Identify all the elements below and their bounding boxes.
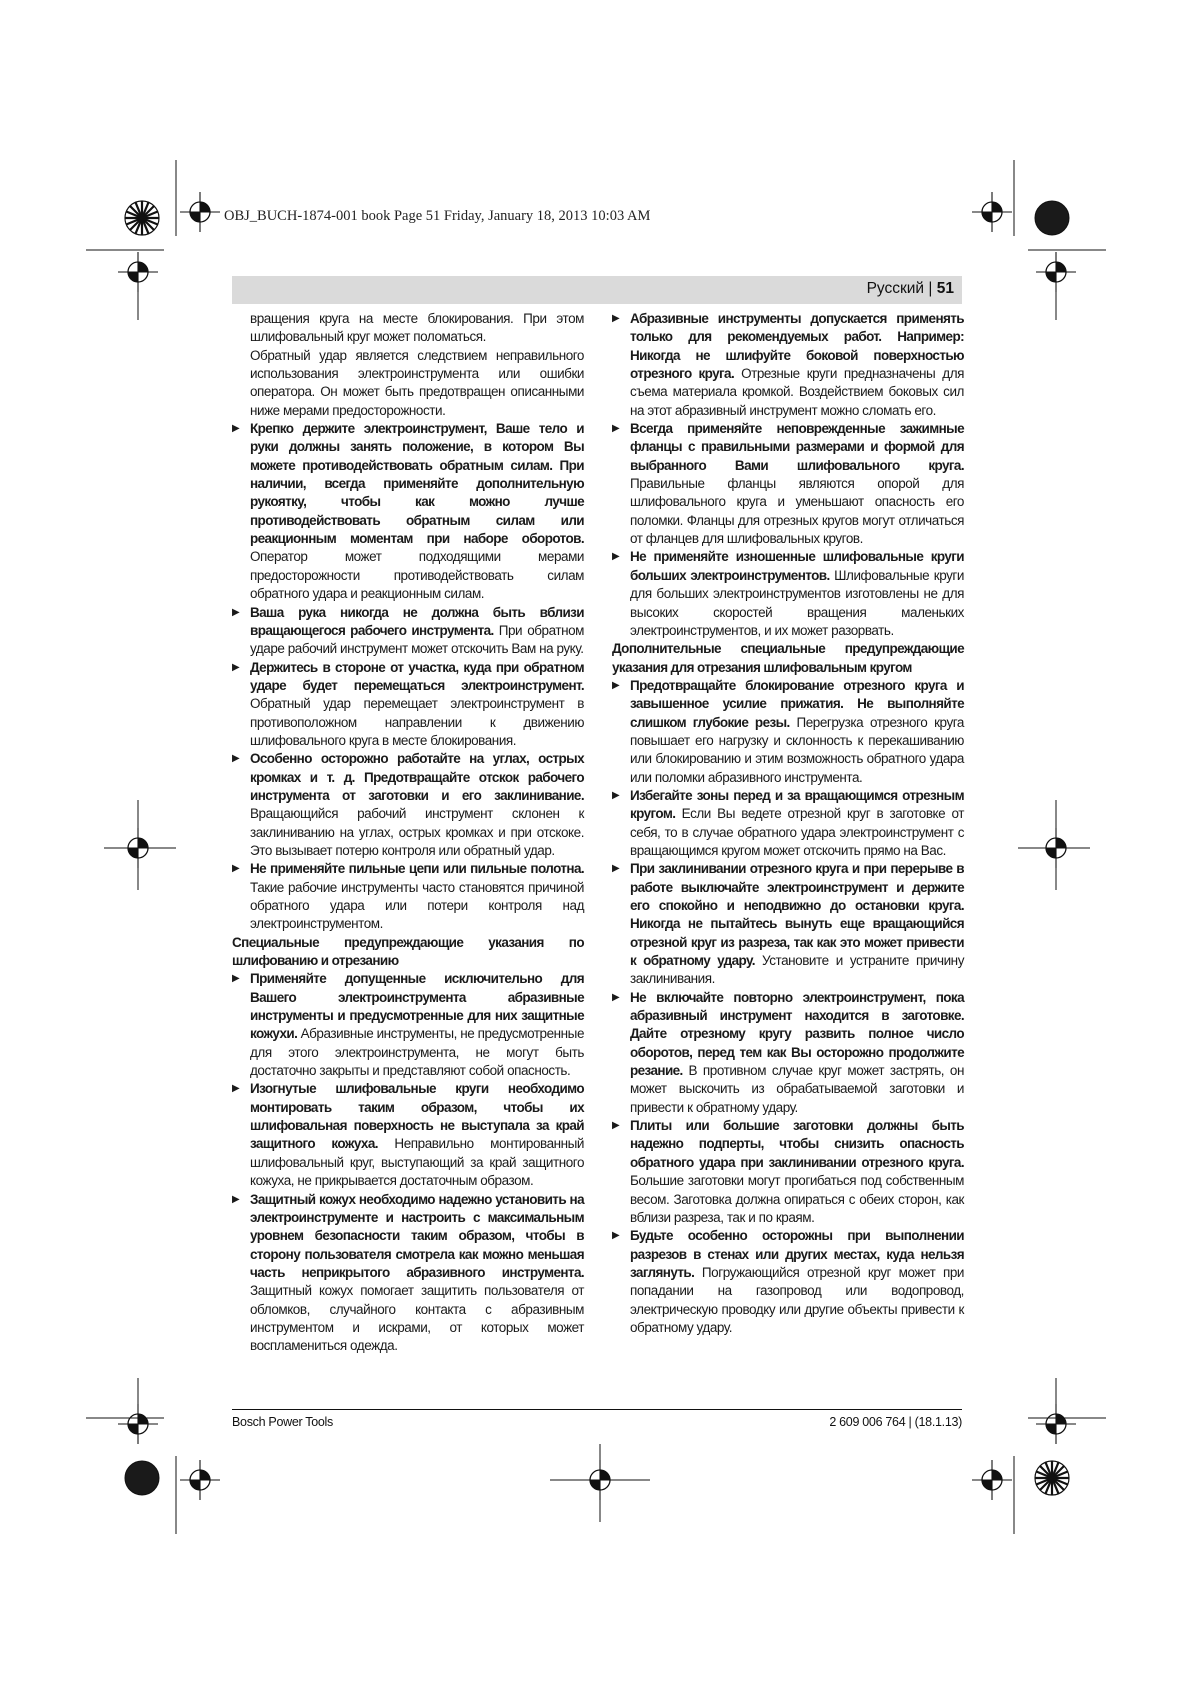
warning-item [232,860,584,933]
warning-bold: Не применяйте изношенные шлифовальные круги больших электроинструментов. [630,549,964,583]
warning-bold: Не применяйте пильные цепи или пильные полотна. [250,861,584,877]
warning-item [612,860,964,988]
warning-item [612,1227,964,1337]
warning-item [232,420,584,603]
warning-item [612,787,964,860]
warning-text: Отрезные круги предназначены для съема материала кромкой. Воздействием боковых сил на этот абразивный инструмент можно сломать его. [630,366,964,418]
warning-text: Погружающийся отрезной круг может при попадании на газопровод или водопровод, электрическую проводку или другие объекты привести к обратному удару. [630,1264,964,1335]
warning-bold: Будьте особенно осторожны при выполнении разрезов в стенах или других местах, куда нельзя заглянуть. [630,1228,964,1280]
warning-item [232,750,584,860]
warning-bold: Не включайте повторно электроинструмент, пока абразивный инструмент находится в заготовке. Дайте отрезному кругу развить полное число оборотов, перед тем как Вы осторожно продолжите резание. [630,989,964,1079]
print-slug: OBJ_BUCH-1874-001 book Page 51 Friday, January 18, 2013 10:03 AM [224,208,651,224]
warning-item [612,677,964,787]
warning-bold: Предотвращайте блокирование отрезного круга и завышенное усилие прижатия. Не выполняйте слишком глубокие резы. [630,677,964,730]
warning-item [232,1191,584,1356]
header-language: Русский [866,280,925,297]
warning-item [232,1080,584,1190]
warning-text: Правильные фланцы являются опорой для шлифовального круга и уменьшают опасность его поломки. Фланцы для отрезных кругов могут отличаться от фланцев для шлифовальных кругов. [630,476,964,547]
header-separator: | [928,280,933,297]
left-column [232,310,584,1356]
warning-text: Установите и устраните причину заклинивания. [630,953,964,987]
warning-bold: Защитный кожух необходимо надежно установить на электроинструменте и настроить с максимальным уровнем безопасности таким образом, чтобы в сторону пользователя смотрела как можно меньшая часть неприкрытого абразивного инструмента. [250,1191,584,1280]
warning-text: Абразивные инструменты, не предусмотренные для этого электроинструмента, не могут быть достаточно закрыты и представляют собой опасность. [250,1026,584,1079]
warning-item [612,310,964,420]
warning-bold: Абразивные инструменты допускается применять только для рекомендуемых работ. Например: Никогда не шлифуйте боковой поверхностью отрезного круга. [630,311,964,382]
warning-bold: Избегайте зоны перед и за вращающимся отрезным кругом. [630,787,964,822]
intro-paragraph: вращения круга на месте блокирования. При этом шлифовальный круг может поломаться. [250,311,584,345]
page-header-label [867,280,954,298]
warning-text: Такие рабочие инструменты часто становятся причиной обратного удара или потери контроля над электроинструментом. [250,879,584,932]
warning-text: Если Вы ведете отрезной круг в заготовке от себя, то в случае обратного удара электроинструмент с вращающимся кругом может отскочить прямо на Вас. [630,806,964,858]
warning-item [612,989,964,1117]
warning-item [232,970,584,1080]
warning-item [232,604,584,659]
warning-bold: Ваша рука никогда не должна быть вблизи вращающегося рабочего инструмента. [250,604,584,638]
warning-text: Оператор может подходящими мерами предосторожности противодействовать силам обратного удара и реакционным силам. [250,549,584,602]
section-heading: Дополнительные специальные предупреждающие указания для отрезания шлифовальным кругом [612,641,964,675]
warning-text: Большие заготовки могут прогибаться под собственным весом. Заготовка должна опираться с обеих сторон, как вблизи разреза, так и по краям. [630,1173,964,1225]
warning-text: Неправильно монтированный шлифовальный круг, выступающий за край защитного кожуха, не прикрывается достаточным образом. [250,1136,584,1189]
warning-text: При обратном ударе рабочий инструмент может отскочить Вам на руку. [250,622,584,657]
warning-item [232,659,584,751]
warning-bold: Крепко держите электроинструмент, Ваше тело и руки должны занять положение, в котором Вы можете противодействовать обратным силам. При наличии, всегда применяйте дополнительную рукоятку, чтобы как можно лучше противодействовать обратным силам или реакционным моментам при наборе оборотов. [250,421,584,547]
section-heading: Специальные предупреждающие указания по шлифованию и отрезанию [232,934,584,969]
warning-text: В противном случае круг может застрять, он может выскочить из обрабатываемой заготовки и привести к обратному удару. [630,1063,964,1115]
intro-paragraph: Обратный удар является следствием неправильного использования электроинструмента или ошибки оператора. Он может быть предотвращен описанными ниже мерами предосторожности. [250,347,584,418]
warning-text: Вращающийся рабочий инструмент склонен к заклиниванию на углах, острых кромках и при отскоке. Это вызывает потерю контроля или обратный удар. [250,806,584,858]
warning-bold: Держитесь в стороне от участка, куда при обратном ударе будет перемещаться электроинструмент. [250,659,584,693]
footer-rule [232,1409,962,1410]
warning-text: Шлифовальные круги для больших электроинструментов изготовлены не для высоких скоростей вращения маленьких электроинструментов, и их может разорвать. [630,567,964,638]
right-column [612,310,964,1337]
warning-item [612,1117,964,1227]
warning-text: Защитный кожух помогает защитить пользователя от обломков, случайного контакта с абразивным инструментом и искрами, от которых может воспламениться одежда. [250,1283,584,1354]
footer-doc-number: 2 609 006 764 | (18.1.13) [829,1415,962,1429]
page-number: 51 [936,280,954,297]
warning-item [612,548,964,640]
warning-text: Обратный удар перемещает электроинструмент в противоположном направлении к движению шлифовального круга в месте блокирования. [250,696,584,748]
warning-bold: При заклинивании отрезного круга и при перерыве в работе выключайте электроинструмент и держите его спокойно и неподвижно до остановки круга. Никогда не пытайтесь вынуть еще вращающийся отрезной круг из разреза, так как это может привести к обратному удару. [630,861,964,969]
page-header-bar [232,276,962,304]
warning-item [612,420,964,548]
warning-bold: Особенно осторожно работайте на углах, острых кромках и т. д. Предотвращайте отскок рабочего инструмента от заготовки и его заклинивание. [250,751,584,803]
warning-text: Перегрузка отрезного круга повышает его нагрузку и склонность к перекашиванию или блокированию и этим возможность обратного удара или поломки абразивного инструмента. [630,714,964,785]
warning-bold: Всегда применяйте неповрежденные зажимные фланцы с правильными размерами и формой для выбранного Вами шлифовального круга. [630,421,964,473]
warning-bold: Применяйте допущенные исключительно для Вашего электроинструмента абразивные инструменты и предусмотренные для них защитные кожухи. [250,971,584,1042]
warning-bold: Изогнутые шлифовальные круги необходимо монтировать таким образом, чтобы их шлифовальная поверхность не выступала за край защитного кожуха. [250,1081,584,1152]
warning-bold: Плиты или большие заготовки должны быть надежно подперты, чтобы снизить опасность обратного удара при заклинивании отрезного круга. [630,1118,964,1170]
footer-brand: Bosch Power Tools [232,1415,333,1429]
